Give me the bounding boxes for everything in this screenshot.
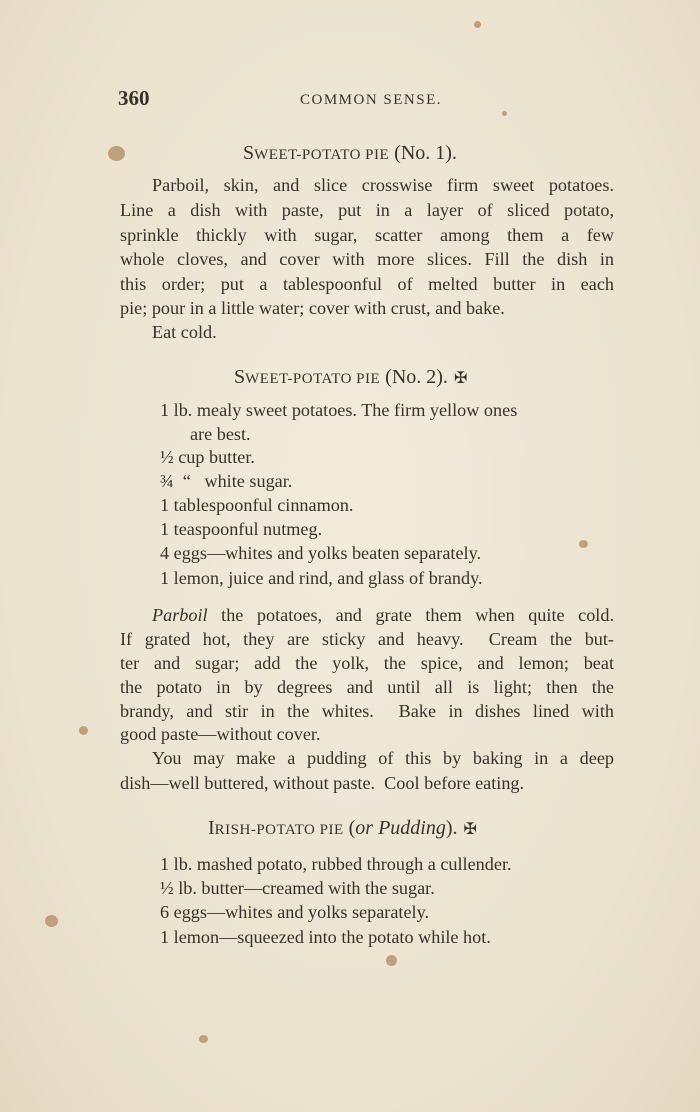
recipe-text-line: pie; pour in a little water; cover with crust, and bake.: [120, 298, 505, 318]
method-text-line: dish—well buttered, without paste. Cool before eating.: [120, 773, 525, 793]
ingredient-line: 1 lemon—squeezed into the potato while hot.: [160, 927, 491, 947]
ingredient-line: ½ cup butter.: [160, 447, 255, 467]
recipe-text-line: sprinkle thickly with sugar, scatter among them a few: [120, 225, 614, 245]
method-text-line: good paste—without cover.: [120, 724, 321, 744]
page-number: 360: [118, 86, 150, 110]
maltese-cross-mark: ✠: [453, 370, 468, 387]
recipe-text-line: Line a dish with paste, put in a layer of sliced potato,: [120, 200, 614, 220]
method-text-line: brandy, and stir in the whites. Bake in dishes lined with: [120, 701, 614, 721]
recipe-text-line: Eat cold.: [152, 322, 217, 342]
maltese-cross-mark: ✠: [463, 821, 477, 838]
recipe-title-irish-potato-pie: IRISH-POTATO PIE (or Pudding). ✠: [208, 817, 477, 839]
recipe-title-sweet-potato-pie-2: SWEET-POTATO PIE (No. 2). ✠: [234, 366, 468, 388]
foxing-spot: [199, 1035, 208, 1043]
method-text-line: You may make a pudding of this by baking in a deep: [152, 748, 614, 768]
running-title: COMMON SENSE.: [300, 92, 443, 108]
foxing-spot: [386, 955, 397, 966]
ingredient-line: ¾ “ white sugar.: [160, 471, 293, 491]
ingredient-line: 1 lb. mashed potato, rubbed through a cullender.: [160, 854, 512, 874]
running-head: [118, 86, 578, 116]
ingredient-line: 4 eggs—whites and yolks beaten separately.: [160, 543, 482, 563]
foxing-spot: [474, 21, 481, 28]
ingredient-line: 1 tablespoonful cinnamon.: [160, 495, 354, 515]
recipe-title-sweet-potato-pie-1: SWEET-POTATO PIE (No. 1).: [243, 142, 457, 164]
foxing-spot: [79, 726, 88, 735]
method-text-line: Parboil the potatoes, and grate them when quite cold.: [152, 605, 614, 625]
ingredient-line: 6 eggs—whites and yolks separately.: [160, 902, 430, 922]
foxing-spot: [579, 540, 588, 548]
ingredient-line: 1 teaspoonful nutmeg.: [160, 519, 323, 539]
ingredient-line: ½ lb. butter—creamed with the sugar.: [160, 878, 435, 898]
method-text-line: If grated hot, they are sticky and heavy. Cream the but-: [120, 629, 614, 649]
ingredient-line: 1 lemon, juice and rind, and glass of brandy.: [160, 568, 483, 588]
recipe-text-line: this order; put a tablespoonful of melted butter in each: [120, 274, 614, 294]
method-text-line: the potato in by degrees and until all is light; then the: [120, 677, 614, 697]
foxing-spot: [108, 146, 125, 161]
ingredient-line: are best.: [190, 424, 251, 444]
recipe-text-line: Parboil, skin, and slice crosswise firm sweet potatoes.: [152, 175, 614, 195]
ingredient-line: 1 lb. mealy sweet potatoes. The firm yellow ones: [160, 400, 518, 420]
foxing-spot: [45, 915, 58, 927]
recipe-text-line: whole cloves, and cover with more slices. Fill the dish in: [120, 249, 614, 269]
method-text-line: ter and sugar; add the yolk, the spice, and lemon; beat: [120, 653, 614, 673]
